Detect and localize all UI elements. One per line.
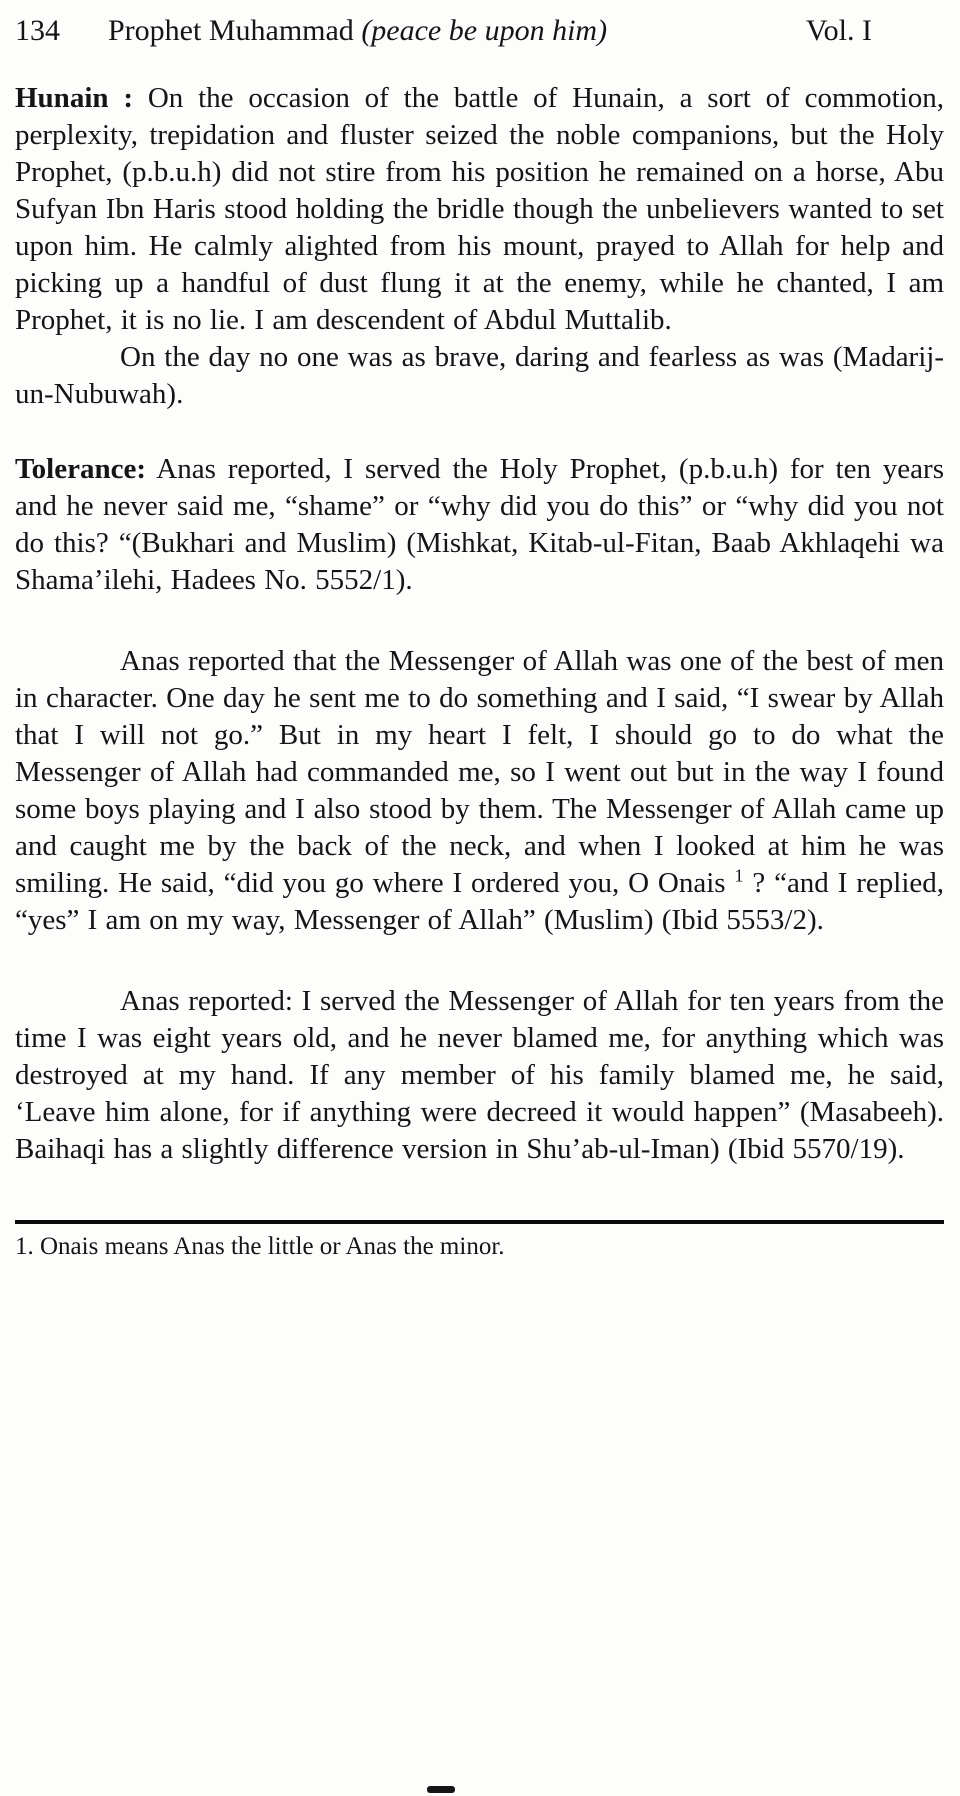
scan-mark — [427, 1786, 455, 1793]
running-title — [108, 12, 607, 50]
paragraph-hunain-lead: Hunain : — [15, 82, 133, 114]
paragraph-madarij: On the day no one was as brave, daring and fearless as was (Madarij-un-Nubuwah). — [15, 341, 944, 410]
running-title-text: Prophet Muhammad — [108, 14, 362, 47]
footnote-area — [15, 1220, 944, 1263]
footnote-reference-1: 1 — [734, 865, 744, 886]
paragraph-tolerance — [15, 451, 944, 599]
paragraph-tolerance-text: Anas reported, I served the Holy Prophet, (p.b.u.h) for ten years and he never said me, “shame” or “why did you do this” or “why did you not do this? “(Bukhari and Muslim) (Mishkat, Kitab-ul-Fitan, Baab Akhlaqehi wa Shama’ilehi, Hadees No. 5552/1). — [15, 453, 944, 596]
paragraph-anas-onais-text-before: Anas reported that the Messenger of Allah was one of the best of men in character. One day he sent me to do something and I said, “I swear by Allah that I will not go.” But in my heart I felt, I should go to do what the Messenger of Allah had commanded me, so I went out but in the way I found some boys playing and I also stood by them. The Messenger of Allah came up and caught me by the back of the neck, and when I looked at him he was smiling. He said, “did you go where I ordered you, O Onais — [15, 645, 944, 899]
paragraph-anas-onais — [15, 643, 944, 939]
paragraph-hunain — [15, 80, 944, 339]
volume-label: Vol. I — [805, 14, 872, 47]
paragraph-tolerance-lead: Tolerance: — [15, 453, 147, 485]
running-title-italic: (peace be upon him) — [361, 14, 608, 47]
paragraph-anas-onais-text-after: ? “and I replied, “yes” I am on my way, Messenger of Allah” (Muslim) (Ibid 5553/2). — [15, 867, 944, 936]
paragraph-hunain-text: On the occasion of the battle of Hunain, a sort of commotion, perplexity, trepidation and fluster seized the noble companions, but the Holy Prophet, (p.b.u.h) did not stire from his position he remained on a horse, Abu Sufyan Ibn Haris stood holding the bridle though the unbelievers wanted to set upon him. He calmly alighted from his mount, prayed to Allah for help and picking up a handful of dust flung it at the enemy, while he chanted, I am Prophet, it is no lie. I am descendent of Abdul Muttalib. — [15, 82, 944, 336]
page-number: 134 — [15, 14, 60, 47]
footnote-rule — [15, 1220, 944, 1224]
paragraph-anas-ten-years: Anas reported: I served the Messenger of Allah for ten years from the time I was eight years old, and he never blamed me, for anything which was destroyed at my hand. If any member of his family blamed me, he said, ‘Leave him alone, for if anything were decreed it would happen” (Masabeeh). Baihaqi has a slightly difference version in Shu’ab-ul-Iman) (Ibid 5570/19). — [15, 985, 944, 1165]
footnote-text: 1. Onais means Anas the little or Anas the minor. — [15, 1233, 505, 1260]
page-header — [15, 12, 944, 50]
